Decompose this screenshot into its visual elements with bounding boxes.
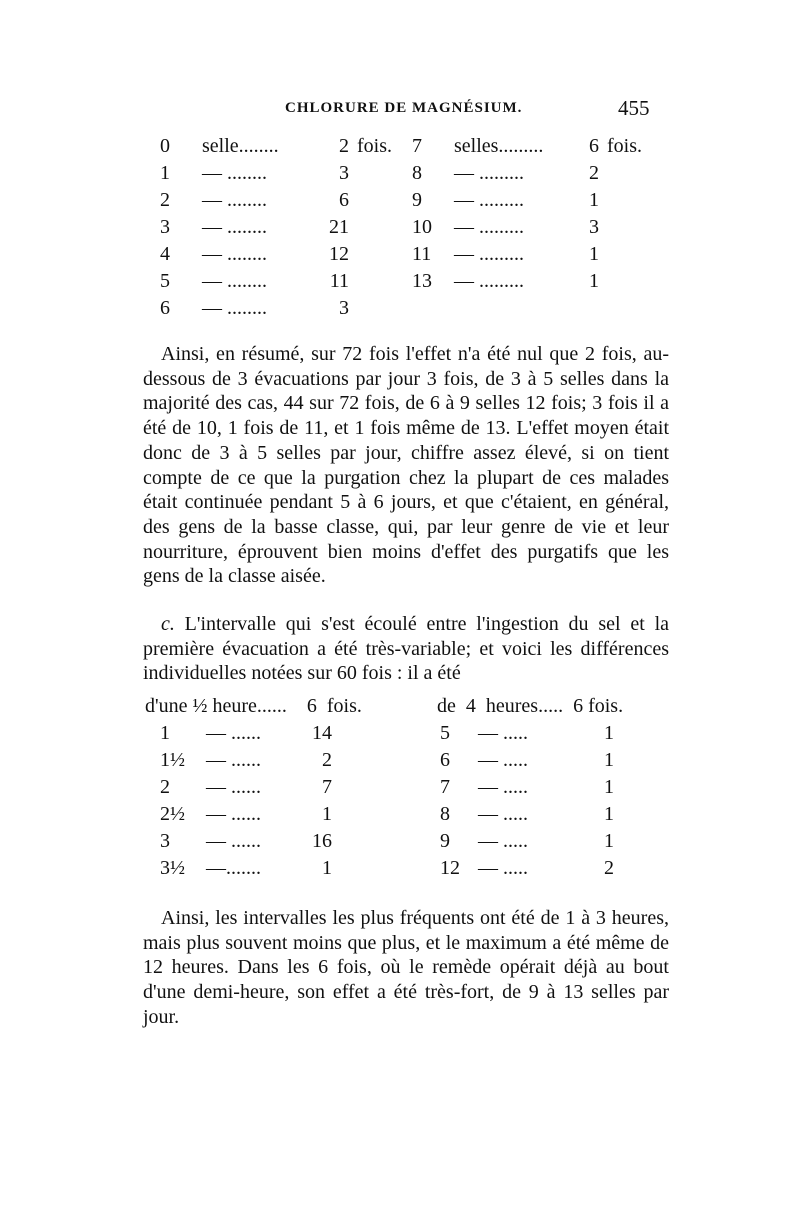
leader-dots: — ..... bbox=[478, 830, 528, 852]
stool-count: 1 bbox=[160, 162, 170, 184]
table-row bbox=[440, 828, 614, 855]
table-row bbox=[440, 774, 614, 801]
interval-heading-left: d'une ½ heure...... 6 fois. bbox=[145, 695, 362, 717]
unit-label: fois. bbox=[607, 135, 642, 157]
unit-label bbox=[599, 241, 657, 268]
frequency-value: 1 bbox=[604, 776, 614, 798]
section-marker: c. bbox=[161, 613, 175, 635]
stool-count: 6 bbox=[160, 297, 170, 319]
leader-dots: — ........ bbox=[202, 243, 267, 265]
leader-dots: — ...... bbox=[206, 776, 261, 798]
paragraph-summary: Ainsi, en résumé, sur 72 fois l'effet n'a été nul que 2 fois, au-dessous de 3 évacuations par jour 3 fois, de 3 à 5 selles dans la majorité des cas, 44 sur 72 fois, de 6 à 9 selles 12 fois; 3 fois il a été de 10, 1 fois de 11, et 1 fois même de 13. L'effet moyen était donc de 3 à 5 selles par jour, chiffre assez élevé, si on tient compte de ce que la purgation chez la plupart de ces malades était continuée pendant 5 à 6 jours, et que c'étaient, en général, des gens de la basse classe, qui, par leur genre de vie et leur nourriture, éprouvent bien moins d'effet des purgatifs que les gens de la classe aisée. bbox=[143, 343, 669, 588]
frequency-value: 12 bbox=[329, 243, 349, 265]
hours-value: 7 bbox=[440, 776, 450, 798]
leader-dots: — ......... bbox=[454, 270, 524, 292]
frequency-value: 3 bbox=[339, 297, 349, 319]
stool-table-left bbox=[160, 133, 407, 322]
table-row bbox=[440, 801, 614, 828]
leader-dots: — ......... bbox=[454, 243, 524, 265]
frequency-value: 1 bbox=[604, 749, 614, 771]
table-row bbox=[160, 855, 332, 882]
interval-heading-right: de 4 heures..... 6 fois. bbox=[437, 695, 624, 717]
unit-label bbox=[349, 295, 407, 322]
paragraph-conclusion: Ainsi, les intervalles les plus fréquents ont été de 1 à 3 heures, mais plus souvent moins que plus, et le maximum a été même de 12 heures. Dans les 6 fois, où le remède opérait déjà au bout d'une demi-heure, son effet a été très-fort, de 9 à 13 selles par jour. bbox=[143, 907, 669, 1028]
leader-dots: — ......... bbox=[454, 189, 524, 211]
leader-dots: — ..... bbox=[478, 749, 528, 771]
interval-table-heading bbox=[145, 693, 685, 720]
paragraph-interval bbox=[143, 612, 669, 686]
running-title: CHLORURE DE MAGNÉSIUM. bbox=[285, 100, 523, 116]
paragraph-interval-text: L'intervalle qui s'est écoulé entre l'ingestion du sel et la première évacuation a été très-variable; et voici les différences individuelles notées sur 60 fois : il a été bbox=[143, 613, 669, 685]
leader-dots: — ......... bbox=[454, 162, 524, 184]
leader-dots: — ..... bbox=[478, 776, 528, 798]
frequency-value: 3 bbox=[339, 162, 349, 184]
frequency-value: 1 bbox=[589, 189, 599, 211]
hours-value: 2 bbox=[160, 776, 170, 798]
leader-dots: — ........ bbox=[202, 162, 267, 184]
stool-count: 5 bbox=[160, 270, 170, 292]
table-row bbox=[160, 747, 332, 774]
unit-label bbox=[349, 268, 407, 295]
frequency-value: 14 bbox=[312, 722, 332, 744]
leader-dots: — ..... bbox=[478, 722, 528, 744]
frequency-value: 3 bbox=[589, 216, 599, 238]
leader-dots: — ........ bbox=[202, 189, 267, 211]
unit-label bbox=[599, 187, 657, 214]
table-row bbox=[160, 268, 407, 295]
stool-table-right bbox=[412, 133, 657, 295]
table-row bbox=[412, 133, 657, 160]
frequency-value: 6 bbox=[339, 189, 349, 211]
hours-value: 2½ bbox=[160, 803, 185, 825]
table-row bbox=[160, 720, 332, 747]
stool-count: 10 bbox=[412, 216, 432, 238]
leader-dots: — ........ bbox=[202, 297, 267, 319]
hours-value: 5 bbox=[440, 722, 450, 744]
table-row bbox=[412, 268, 657, 295]
stool-count: 11 bbox=[412, 243, 432, 265]
table-row bbox=[160, 241, 407, 268]
leader-dots: — ...... bbox=[206, 722, 261, 744]
frequency-value: 1 bbox=[589, 243, 599, 265]
table-row bbox=[160, 187, 407, 214]
unit-label bbox=[599, 160, 657, 187]
unit-label bbox=[599, 214, 657, 241]
frequency-value: 2 bbox=[339, 135, 349, 157]
table-row bbox=[160, 295, 407, 322]
leader-dots: — ..... bbox=[478, 803, 528, 825]
table-row bbox=[160, 214, 407, 241]
hours-value: 9 bbox=[440, 830, 450, 852]
leader-dots: — ......... bbox=[454, 216, 524, 238]
frequency-value: 21 bbox=[329, 216, 349, 238]
leader-dots: — ...... bbox=[206, 830, 261, 852]
hours-value: 8 bbox=[440, 803, 450, 825]
table-row bbox=[160, 133, 407, 160]
leader-dots: selles......... bbox=[454, 135, 544, 157]
table-row bbox=[160, 160, 407, 187]
frequency-value: 16 bbox=[312, 830, 332, 852]
hours-value: 1½ bbox=[160, 749, 185, 771]
interval-table-left bbox=[160, 720, 332, 882]
leader-dots: — ..... bbox=[478, 857, 528, 879]
stool-count: 4 bbox=[160, 243, 170, 265]
unit-label bbox=[349, 160, 407, 187]
unit-label: fois. bbox=[357, 135, 392, 157]
hours-value: 1 bbox=[160, 722, 170, 744]
table-row bbox=[440, 855, 614, 882]
stool-count: 2 bbox=[160, 189, 170, 211]
table-row bbox=[412, 241, 657, 268]
leader-dots: selle........ bbox=[202, 135, 279, 157]
frequency-value: 2 bbox=[589, 162, 599, 184]
unit-label bbox=[349, 187, 407, 214]
page-header bbox=[0, 96, 800, 128]
table-row bbox=[440, 720, 614, 747]
interval-table-right bbox=[440, 720, 614, 882]
table-row bbox=[412, 187, 657, 214]
hours-value: 6 bbox=[440, 749, 450, 771]
table-row bbox=[412, 160, 657, 187]
hours-value: 12 bbox=[440, 857, 460, 879]
frequency-value: 1 bbox=[322, 803, 332, 825]
frequency-value: 2 bbox=[604, 857, 614, 879]
page-number: 455 bbox=[618, 96, 650, 120]
frequency-value: 7 bbox=[322, 776, 332, 798]
table-row bbox=[412, 214, 657, 241]
unit-label bbox=[349, 214, 407, 241]
table-row bbox=[160, 774, 332, 801]
frequency-value: 1 bbox=[589, 270, 599, 292]
frequency-value: 1 bbox=[604, 722, 614, 744]
unit-label bbox=[349, 241, 407, 268]
hours-value: 3 bbox=[160, 830, 170, 852]
leader-dots: — ........ bbox=[202, 270, 267, 292]
stool-count: 7 bbox=[412, 135, 422, 157]
leader-dots: —....... bbox=[206, 857, 261, 879]
unit-label bbox=[599, 268, 657, 295]
frequency-value: 2 bbox=[322, 749, 332, 771]
stool-count: 8 bbox=[412, 162, 422, 184]
stool-count: 9 bbox=[412, 189, 422, 211]
frequency-value: 11 bbox=[329, 270, 349, 292]
leader-dots: — ........ bbox=[202, 216, 267, 238]
table-row bbox=[160, 801, 332, 828]
frequency-value: 1 bbox=[604, 830, 614, 852]
stool-count: 13 bbox=[412, 270, 432, 292]
stool-count: 0 bbox=[160, 135, 170, 157]
frequency-value: 6 bbox=[589, 135, 599, 157]
table-row bbox=[160, 828, 332, 855]
stool-count: 3 bbox=[160, 216, 170, 238]
leader-dots: — ...... bbox=[206, 749, 261, 771]
hours-value: 3½ bbox=[160, 857, 185, 879]
frequency-value: 1 bbox=[604, 803, 614, 825]
table-row bbox=[440, 747, 614, 774]
frequency-value: 1 bbox=[322, 857, 332, 879]
leader-dots: — ...... bbox=[206, 803, 261, 825]
